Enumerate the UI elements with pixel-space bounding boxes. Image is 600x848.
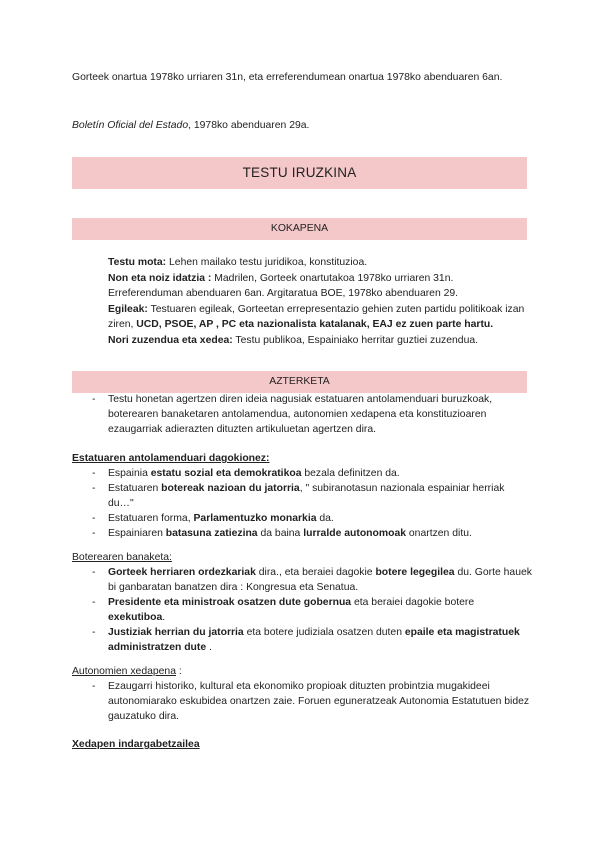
item-text: Espainiaren — [108, 528, 166, 539]
item-bold: estatu sozial eta demokratikoa — [150, 468, 302, 479]
item-text: dira., eta beraiei dagokie — [255, 567, 376, 578]
item-text: . — [162, 612, 166, 623]
item-text: da baina — [257, 528, 304, 539]
dash-icon: - — [92, 627, 96, 638]
boe-date: , 1978ko abenduaren 29a. — [188, 120, 310, 131]
info-label: Nori zuzendua eta xedea: — [108, 334, 233, 346]
item-bold: Parlamentuzko monarkia — [193, 513, 317, 524]
item-bold: exekutiboa — [108, 612, 163, 623]
dash-icon: - — [92, 483, 96, 494]
kokapena-info — [108, 255, 528, 348]
azterketa-section — [72, 392, 532, 437]
item-text: Estatuaren — [108, 483, 162, 494]
item-bold: botere legegilea — [375, 567, 455, 578]
info-label: Egileak: — [108, 303, 148, 315]
item-text: onartzen ditu. — [406, 528, 472, 539]
dash-icon: - — [92, 528, 96, 539]
dash-icon: - — [92, 394, 96, 405]
info-row — [108, 333, 528, 349]
intro-approval: Gorteek onartua 1978ko urriaren 31n, eta erreferendumean onartua 1978ko abenduaren 6an. — [72, 72, 503, 83]
section-heading: Estatuaren antolamenduari dagokionez: — [72, 453, 270, 464]
kokapena-band: KOKAPENA — [72, 218, 527, 240]
item-text: eta botere judiziala osatzen duten — [243, 627, 405, 638]
info-row — [108, 271, 528, 302]
heading-tail: : — [176, 666, 182, 677]
list-item — [72, 565, 532, 595]
info-text: Testu publikoa, Espainiako herritar guztiei zuzendua. — [232, 334, 479, 346]
list-item — [72, 481, 532, 511]
intro-boe — [72, 118, 532, 134]
item-bold: Presidente eta ministroak osatzen dute gobernua — [108, 597, 352, 608]
item-text: , " subiranotasun nazionala espainiar herriak du…" — [108, 483, 505, 509]
info-row — [108, 302, 528, 333]
list-item — [72, 466, 532, 481]
azterketa-band: AZTERKETA — [72, 371, 527, 393]
dash-icon: - — [92, 681, 96, 692]
dash-icon: - — [92, 468, 96, 479]
item-bold: Gorteek herriaren ordezkariak — [108, 567, 256, 578]
section-heading: Boterearen banaketa: — [72, 552, 172, 563]
item-text: da. — [316, 513, 334, 524]
item-text: . — [206, 642, 212, 653]
title-band: TESTU IRUZKINA — [72, 157, 527, 189]
item-bold: epaile eta magistratuek administratzen dute — [108, 627, 520, 653]
info-text: Lehen mailako testu juridikoa, konstituzioa. — [166, 257, 368, 268]
item-bold: Justiziak herrian du jatorria — [108, 627, 244, 638]
info-row — [108, 255, 528, 271]
section-heading: Xedapen indargabetzailea — [72, 739, 200, 750]
item-text: Testu honetan agertzen diren ideia nagusiak estatuaren antolamenduari buruzkoak, boterearen banaketaren antolamendua, autonomien xedapena eta konstituzioaren ezaugarriak adierazten dituzten artikuluetan agertzen dira. — [108, 394, 493, 435]
section-heading: Autonomien xedapena — [72, 666, 176, 677]
item-text: bezala definitzen da. — [301, 468, 400, 479]
item-text: Espainia — [108, 468, 151, 479]
list-item — [72, 511, 532, 526]
dash-icon: - — [92, 513, 96, 524]
list-item — [72, 595, 532, 625]
botere-section — [72, 550, 532, 655]
info-bold: UCD, PSOE, AP , PC eta nazionalista katalanak, EAJ ez zuen parte hartu. — [136, 319, 494, 330]
autonomia-section — [72, 664, 532, 724]
item-text: eta beraiei dagokie botere — [351, 597, 475, 608]
dash-icon: - — [92, 597, 96, 608]
item-text: Ezaugarri historiko, kultural eta ekonomiko propioak dituzten probintzia mugakideei autonomiarako eskubidea onartzen zaie. Foruen eguneratzeak Autonomia Estatutuen bidez gauzatuko dira. — [108, 681, 530, 722]
section-heading-line — [72, 664, 532, 679]
list-item — [72, 679, 532, 724]
dash-icon: - — [92, 567, 96, 578]
info-text: Madrilen, Gorteek onartutakoa 1978ko urriaren 31n. Erreferenduman abenduaren 6an. Argitaratua BOE, 1978ko abenduaren 29. — [108, 272, 459, 299]
item-bold: lurralde autonomoak — [303, 528, 407, 539]
boe-title: Boletín Oficial del Estado — [72, 120, 189, 131]
item-text: Estatuaren forma, — [108, 513, 194, 524]
list-item — [72, 526, 532, 541]
info-text: Testuaren egileak, Gorteetan errepresentazio gehien zuten partidu politikoak izan ziren, — [108, 303, 525, 330]
list-item — [72, 392, 532, 437]
item-text: du. Gorte hauek bi ganbaratan banatzen dira : Kongresua eta Senatua. — [108, 567, 532, 593]
info-label: Non eta noiz idatzia : — [108, 272, 212, 284]
info-label: Testu mota: — [108, 257, 167, 268]
item-bold: batasuna zatiezina — [165, 528, 258, 539]
item-bold: botereak nazioan du jatorria — [161, 483, 300, 494]
xedapen-section — [72, 737, 532, 752]
list-item — [72, 625, 532, 655]
estatua-section — [72, 451, 532, 541]
